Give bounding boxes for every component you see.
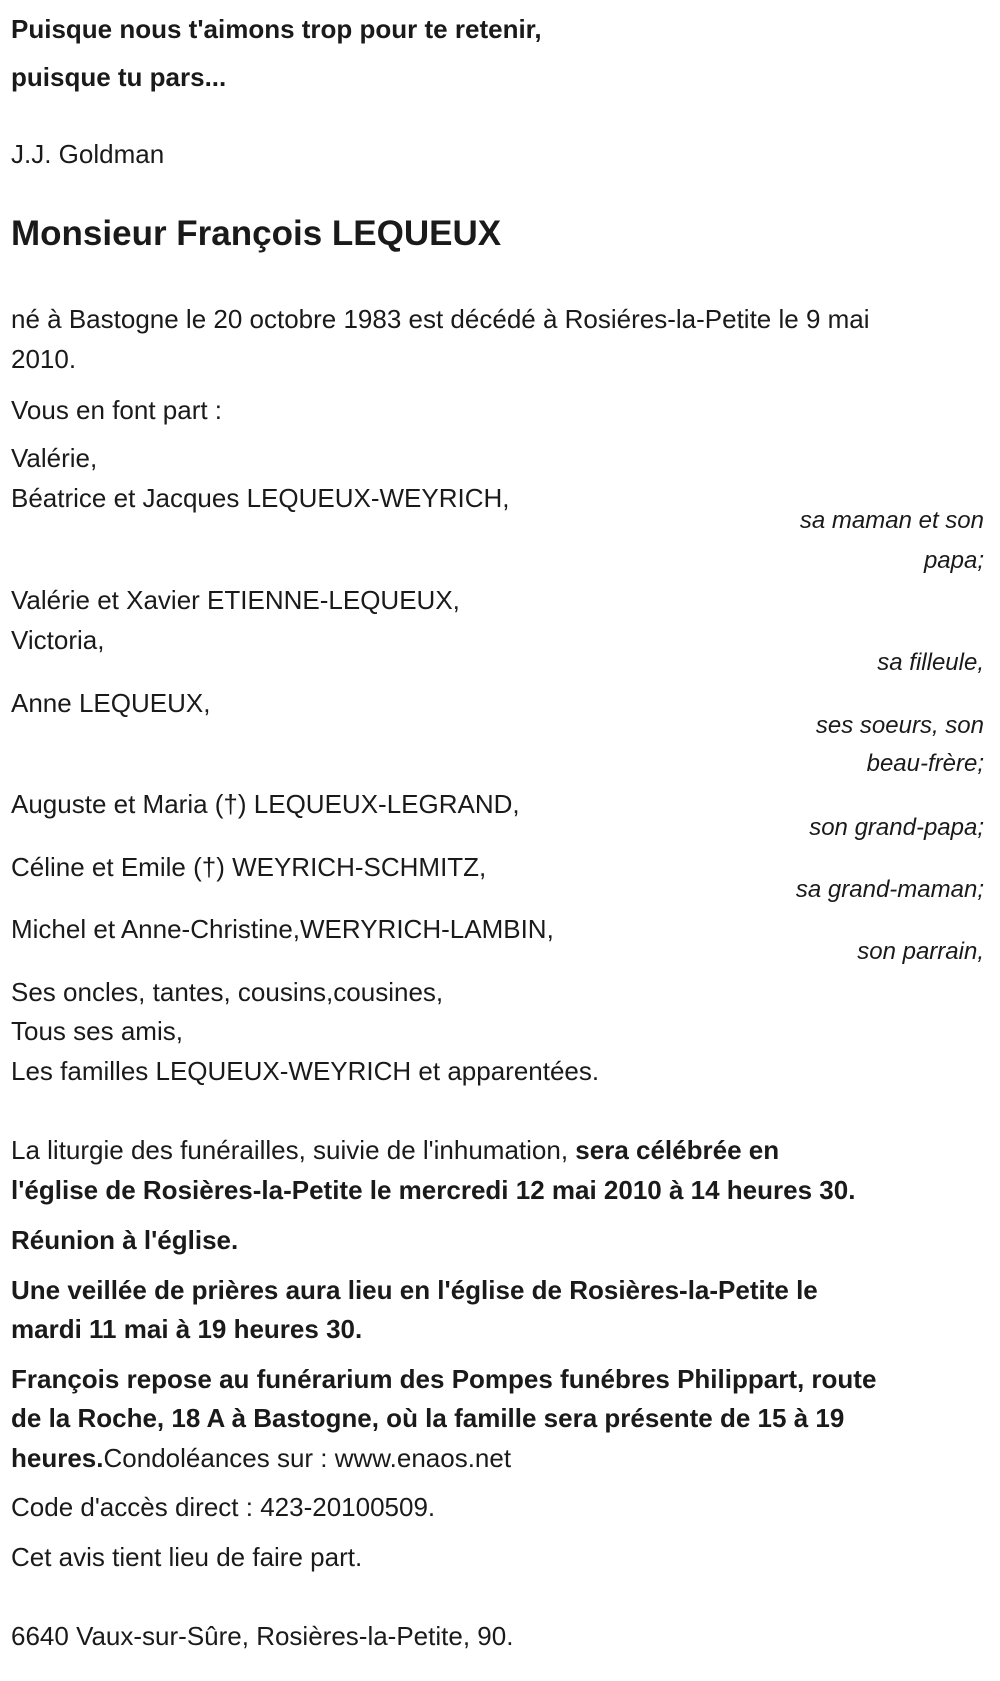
page-title: Monsieur François LEQUEUX bbox=[11, 214, 502, 253]
condolences-text: Condoléances sur : www.enaos.net bbox=[103, 1443, 512, 1473]
rest-text-bold: heures. bbox=[11, 1443, 104, 1473]
family-relation: son grand-papa; bbox=[809, 814, 984, 841]
rest-line bbox=[11, 1443, 511, 1473]
family-relation: beau-frère; bbox=[866, 750, 984, 777]
family-name: Béatrice et Jacques LEQUEUX-WEYRICH, bbox=[11, 483, 510, 513]
rest-line: François repose au funérarium des Pompes funébres Philippart, route bbox=[11, 1364, 877, 1394]
notice-text: Cet avis tient lieu de faire part. bbox=[11, 1542, 363, 1572]
others-line: Les familles LEQUEUX-WEYRICH et apparentées. bbox=[11, 1056, 600, 1086]
rest-line: de la Roche, 18 A à Bastogne, où la famille sera présente de 15 à 19 bbox=[11, 1403, 845, 1433]
family-name: Victoria, bbox=[11, 625, 105, 655]
family-relation: ses soeurs, son bbox=[815, 712, 984, 739]
family-name: Valérie, bbox=[11, 443, 98, 473]
family-name: Valérie et Xavier ETIENNE-LEQUEUX, bbox=[11, 585, 460, 615]
epigraph-author: J.J. Goldman bbox=[11, 139, 165, 169]
family-relation: papa; bbox=[923, 547, 984, 574]
others-line: Tous ses amis, bbox=[11, 1016, 183, 1046]
epigraph-line: puisque tu pars... bbox=[11, 62, 227, 92]
funeral-text: La liturgie des funérailles, suivie de l'inhumation, bbox=[11, 1135, 576, 1165]
family-name: Anne LEQUEUX, bbox=[11, 688, 211, 718]
intro-text: Vous en font part : bbox=[11, 395, 223, 425]
vigil-line: mardi 11 mai à 19 heures 30. bbox=[11, 1314, 363, 1344]
others-line: Ses oncles, tantes, cousins,cousines, bbox=[11, 977, 444, 1007]
family-relation: sa grand-maman; bbox=[795, 876, 984, 903]
family-name: Auguste et Maria (†) LEQUEUX-LEGRAND, bbox=[11, 789, 520, 819]
family-relation: sa filleule, bbox=[877, 649, 984, 676]
family-relation: sa maman et son bbox=[799, 507, 984, 534]
funeral-line bbox=[11, 1135, 779, 1165]
birth-death-line: 2010. bbox=[11, 344, 77, 374]
birth-death-line: né à Bastogne le 20 octobre 1983 est décédé à Rosiéres-la-Petite le 9 mai bbox=[11, 304, 870, 334]
funeral-line: l'église de Rosières-la-Petite le mercredi 12 mai 2010 à 14 heures 30. bbox=[11, 1175, 856, 1205]
address: 6640 Vaux-sur-Sûre, Rosières-la-Petite, 90. bbox=[11, 1621, 514, 1651]
family-relation: son parrain, bbox=[857, 938, 984, 965]
meeting-text: Réunion à l'église. bbox=[11, 1225, 239, 1255]
family-name: Céline et Emile (†) WEYRICH-SCHMITZ, bbox=[11, 852, 487, 882]
vigil-line: Une veillée de prières aura lieu en l'église de Rosières-la-Petite le bbox=[11, 1275, 818, 1305]
family-name: Michel et Anne-Christine,WERYRICH-LAMBIN, bbox=[11, 914, 554, 944]
access-code: Code d'accès direct : 423-20100509. bbox=[11, 1492, 436, 1522]
funeral-text-bold: sera célébrée en bbox=[575, 1135, 780, 1165]
epigraph-line: Puisque nous t'aimons trop pour te retenir, bbox=[11, 14, 542, 44]
